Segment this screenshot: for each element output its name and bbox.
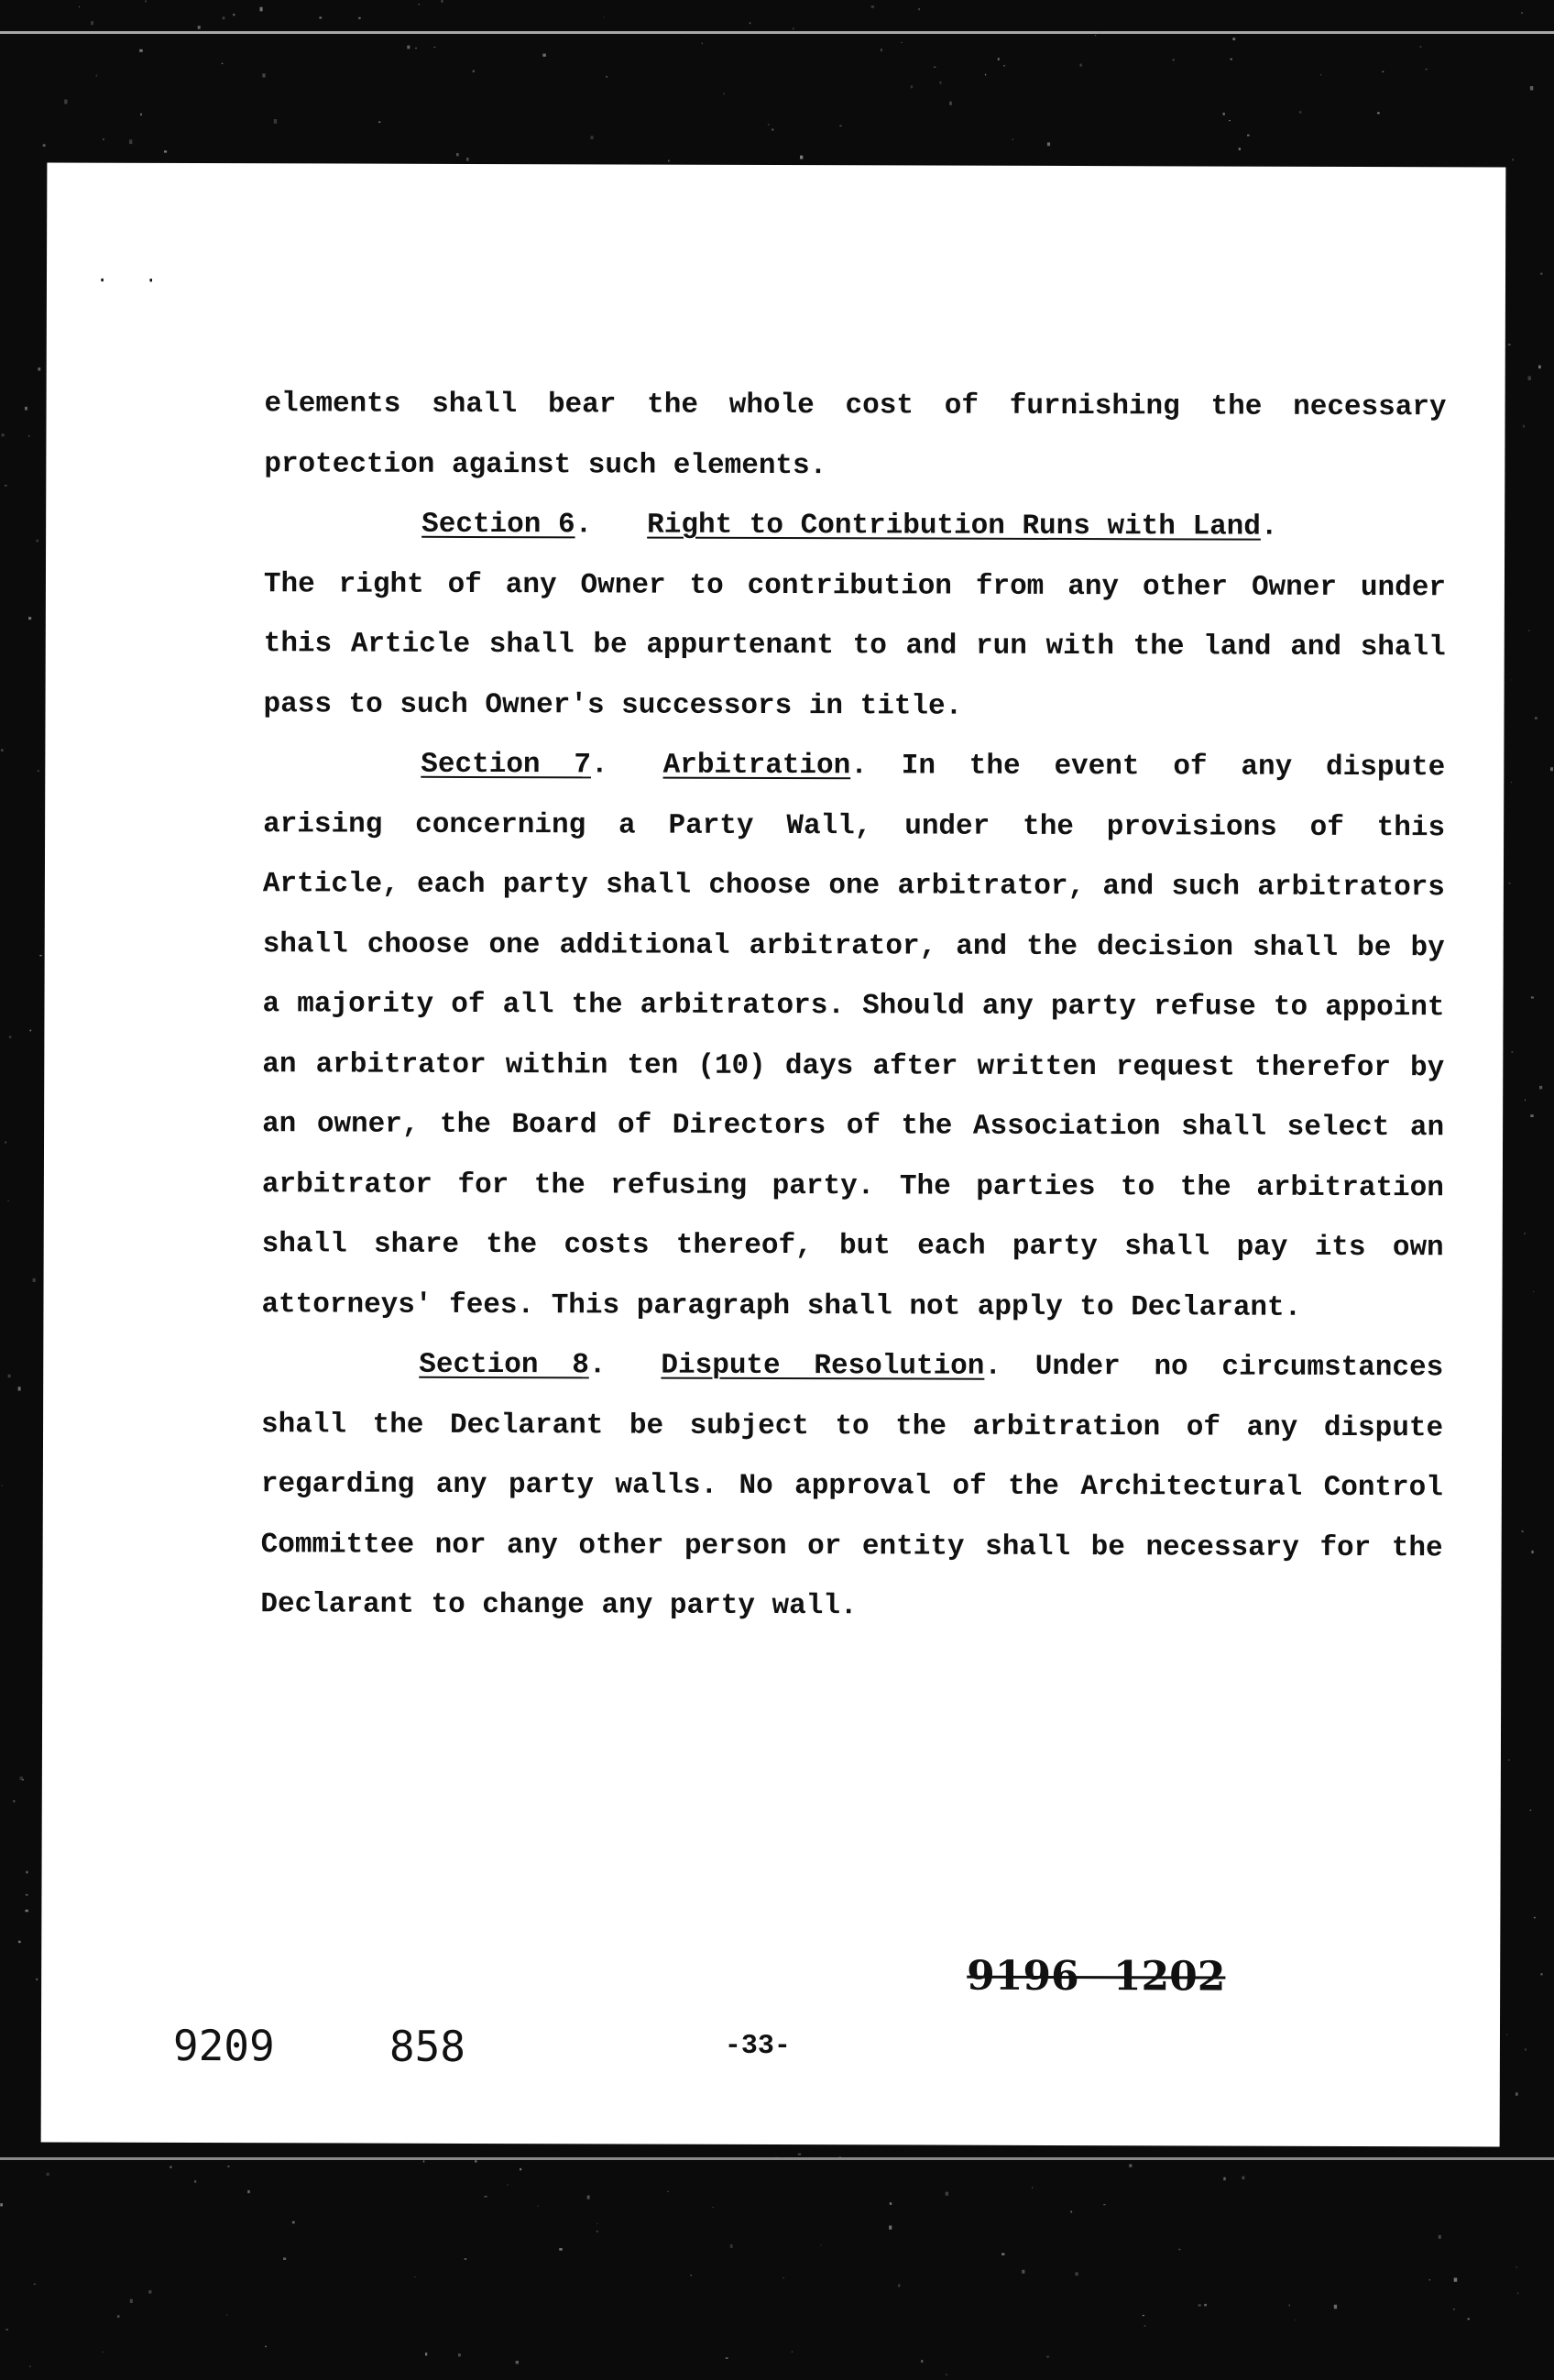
noise-speck [1103,2204,1105,2205]
noise-speck [1080,64,1082,67]
noise-speck [5,1141,6,1143]
noise-speck [1454,2278,1458,2282]
noise-speck [25,407,27,411]
noise-speck [415,48,416,49]
noise-speck [782,2277,783,2278]
noise-speck [1,749,4,751]
noise-speck [1247,135,1250,137]
noise-speck [233,14,235,16]
noise-speck [1223,113,1225,115]
noise-speck [407,46,410,49]
body-text [260,374,1446,1639]
noise-speck [36,1979,38,1980]
noise-speck [1538,366,1541,369]
noise-speck [1511,1051,1513,1052]
noise-speck [1129,2165,1132,2167]
noise-speck [898,2284,900,2287]
noise-speck [117,2315,119,2318]
noise-speck [520,2168,521,2170]
noise-speck [1003,65,1005,66]
section-6-body: The right of any Owner to contribution from any other Owner under this Article shall be appurtenant to and run with the land and shall pass to such Owner's successors in title. [263,567,1447,723]
stray-marks: ·· [95,269,194,293]
noise-speck [265,2346,267,2348]
section-label: Section 8 [419,1348,589,1382]
noise-speck [1468,2319,1470,2320]
noise-speck [1320,74,1321,76]
noise-speck [587,2196,590,2199]
noise-speck [18,1941,21,1943]
section-6: Section 6. Right to Contribution Runs with Land. [421,508,1278,543]
noise-speck [1525,2048,1527,2051]
noise-speck [921,2360,923,2363]
noise-speck [319,16,322,18]
noise-speck [465,2258,467,2260]
noise-speck [1198,2304,1201,2306]
noise-speck [839,2156,841,2158]
noise-speck [889,2226,892,2230]
section-7: Section 7. Arbitration. In the event of any dispute arising concerning a Party Wall, under the provisions of this Article, each party shall choose one arbitrator, and such arbitrators shall choose one additional arbitrator, and the decision shall be by a majority of all the arbitrators. Should any party refuse to appoint an arbitrator within ten (10) days after written request therefor by an owner, the Board of Directors of the Association shall select an arbitrator for the refusing party. The parties to the arbitration shall share the costs thereof, but each party shall pay its own attorneys' fees. This paragraph shall not apply to Declarant. [261,748,1446,1324]
noise-speck [1531,996,1534,998]
noise-speck [902,42,903,43]
noise-speck [1512,159,1514,160]
noise-speck [26,1910,28,1913]
noise-speck [2,433,5,436]
noise-speck [603,17,605,18]
noise-speck [1550,767,1553,771]
noise-speck [79,6,80,7]
noise-speck [1076,2272,1078,2276]
noise-speck [538,2206,539,2207]
noise-speck [378,121,380,123]
noise-speck [1539,1086,1542,1090]
noise-speck [458,2353,461,2356]
noise-speck [140,114,142,115]
noise-speck [772,129,773,131]
noise-speck [1535,717,1537,719]
noise-speck [859,2158,861,2160]
noise-speck [775,2157,778,2160]
noise-speck [939,82,941,84]
noise-speck [726,2357,728,2359]
noise-speck [871,5,874,8]
noise-speck [1012,139,1013,140]
noise-speck [18,1387,21,1390]
noise-speck [596,2223,597,2224]
noise-speck [1223,2177,1225,2181]
noise-speck [1204,2304,1207,2307]
noise-speck [713,2207,714,2208]
noise-speck [793,27,794,29]
noise-speck [1231,59,1232,60]
noise-speck [1524,1233,1526,1234]
noise-speck [998,58,1000,60]
noise-speck [1509,883,1511,884]
noise-speck [9,1036,11,1037]
noise-speck [64,100,67,104]
noise-speck [1242,2177,1245,2180]
noise-speck [226,2315,227,2317]
noise-speck [985,74,986,76]
noise-speck [1426,69,1428,70]
noise-speck [1047,142,1050,146]
noise-speck [1516,2092,1518,2095]
noise-speck [145,0,147,2]
noise-speck [946,2374,947,2375]
noise-speck [466,158,469,161]
noise-speck [1334,2305,1337,2309]
section-7-body: In the event of any dispute arising concerning a Party Wall, under the provisions of this Article, each party shall choose one arbitrator, and such arbitrators shall choose one additional arbitrator, and the decision shall be by a majority of all the arbitrators. Should any party refuse to appoint an arbitrator within ten (10) days after written request therefor by an owner, the Board of Directors of the Association shall select an arbitrator for the refusing party. The parties to the arbitration shall share the costs thereof, but each party shall pay its own attorneys' fees. This paragraph shall not apply to Declarant. [261,750,1446,1324]
noise-speck [918,8,920,10]
noise-speck [1528,376,1531,380]
struck-recording-stamp: 9196 1202 [967,1952,1226,2001]
noise-speck [34,2284,36,2285]
noise-speck [1528,630,1529,631]
noise-speck [129,139,132,144]
noise-speck [949,102,952,105]
document-page [41,163,1506,2147]
section-label: Section 7 [421,748,592,782]
noise-speck [881,49,882,51]
noise-speck [890,2202,892,2205]
noise-speck [1001,2253,1004,2255]
noise-speck [102,2352,103,2353]
noise-speck [1525,1100,1526,1101]
noise-speck [1288,2305,1290,2307]
noise-speck [1144,2325,1146,2327]
noise-speck [792,2352,793,2353]
noise-speck [0,2203,3,2206]
noise-speck [542,54,545,57]
noise-speck [198,26,201,29]
noise-speck [1540,273,1542,275]
noise-speck [170,2166,171,2168]
noise-speck [1517,2293,1518,2295]
page-number: -33- [724,2030,792,2063]
noise-speck [730,2244,733,2248]
noise-speck [1232,38,1235,40]
noise-speck [1173,59,1175,60]
noise-speck [33,1278,36,1282]
noise-speck [1522,1530,1524,1532]
book-number: 9209 [172,2020,275,2071]
paragraph-continuation: elements shall bear the whole cost of furnishing the necessary protection against such elements. [264,388,1447,482]
noise-speck [723,93,725,94]
noise-speck [1521,12,1522,13]
noise-speck [8,1375,11,1377]
noise-speck [768,124,770,126]
noise-speck [358,17,361,19]
noise-speck [1239,148,1241,150]
noise-speck [5,485,7,487]
noise-speck [130,2299,133,2303]
noise-speck [1530,1810,1532,1811]
noise-speck [798,2154,801,2155]
noise-speck [668,160,669,162]
noise-speck [139,49,143,52]
noise-speck [39,955,41,957]
noise-speck [38,771,39,772]
noise-speck [247,2190,250,2193]
noise-speck [1530,86,1533,90]
noise-speck [1523,425,1525,428]
section-title: Dispute Resolution [661,1349,985,1383]
noise-speck [1046,2356,1048,2358]
noise-speck [1143,2315,1144,2316]
noise-speck [29,2366,30,2367]
noise-speck [292,2221,295,2224]
noise-speck [1070,2211,1072,2213]
noise-speck [1541,1973,1543,1975]
noise-speck [473,71,476,72]
noise-speck [22,1779,24,1780]
noise-speck [262,73,265,77]
noise-speck [1439,2235,1441,2239]
page-reference: 858 [388,2021,466,2071]
noise-speck [1420,46,1422,48]
noise-speck [423,2160,425,2162]
noise-speck [1534,1917,1536,1918]
noise-speck [47,2173,49,2176]
noise-speck [516,2361,519,2364]
noise-speck [1383,71,1384,72]
noise-speck [414,2276,415,2277]
noise-speck [425,2353,427,2355]
noise-speck [91,21,93,25]
noise-speck [434,47,436,48]
noise-speck [164,150,167,152]
noise-speck [5,2329,8,2331]
noise-speck [37,540,38,543]
section-label: Section 6 [421,508,575,542]
noise-speck [1022,2270,1024,2274]
noise-speck [590,136,593,139]
noise-speck [441,0,443,3]
noise-speck [1099,32,1100,33]
noise-speck [800,156,803,159]
noise-speck [419,4,420,5]
noise-speck [96,75,98,77]
noise-speck [507,2184,508,2185]
noise-speck [559,2248,562,2251]
noise-speck [687,33,688,34]
noise-speck [1178,2249,1180,2251]
noise-speck [1533,1291,1534,1292]
noise-speck [1377,112,1380,114]
noise-speck [28,434,30,437]
noise-speck [1530,1114,1533,1117]
section-8: Section 8. Dispute Resolution. Under no circumstances shall the Declarant be subject to the arbitration of any dispute regarding any party walls. No approval of the Architectural Control Committee nor any other person or entity shall be necessary for the Declarant to change any party wall. [260,1348,1444,1623]
noise-speck [26,1894,28,1896]
noise-speck [1095,35,1096,36]
noise-speck [702,43,704,45]
noise-speck [28,617,31,620]
noise-speck [38,367,40,370]
noise-speck [690,2275,692,2276]
noise-speck [260,7,263,12]
section-title: Right to Contribution Runs with Land [647,509,1261,543]
noise-speck [1531,1551,1534,1553]
noise-speck [1511,680,1512,681]
noise-speck [484,2196,487,2198]
noise-speck [667,2191,668,2192]
section-title: Arbitration [662,749,851,783]
noise-speck [1511,783,1512,784]
noise-speck [596,2231,597,2232]
noise-speck [1229,120,1231,121]
noise-speck [227,2166,229,2167]
noise-speck [194,2180,196,2183]
noise-speck [13,1800,15,1803]
noise-speck [223,16,225,19]
noise-speck [911,85,913,88]
noise-speck [26,1871,27,1874]
noise-speck [1508,344,1511,345]
noise-speck [1506,2034,1507,2035]
noise-speck [456,153,459,156]
noise-speck [946,2192,948,2196]
noise-speck [934,66,936,68]
noise-speck [283,2257,286,2260]
noise-speck [30,1030,32,1032]
noise-speck [103,138,104,140]
section-8-body: Under no circumstances shall the Declarant be subject to the arbitration of any dispute regarding any party walls. No approval of the Architectural Control Committee nor any other person or entity shall be necessary for the Declarant to change any party wall. [260,1350,1444,1623]
noise-speck [43,144,46,147]
noise-speck [1299,111,1302,113]
noise-speck [475,2160,477,2162]
noise-speck [222,63,224,64]
noise-speck [274,119,277,124]
noise-speck [821,2244,822,2245]
noise-speck [1429,2279,1430,2281]
noise-speck [148,2290,151,2293]
